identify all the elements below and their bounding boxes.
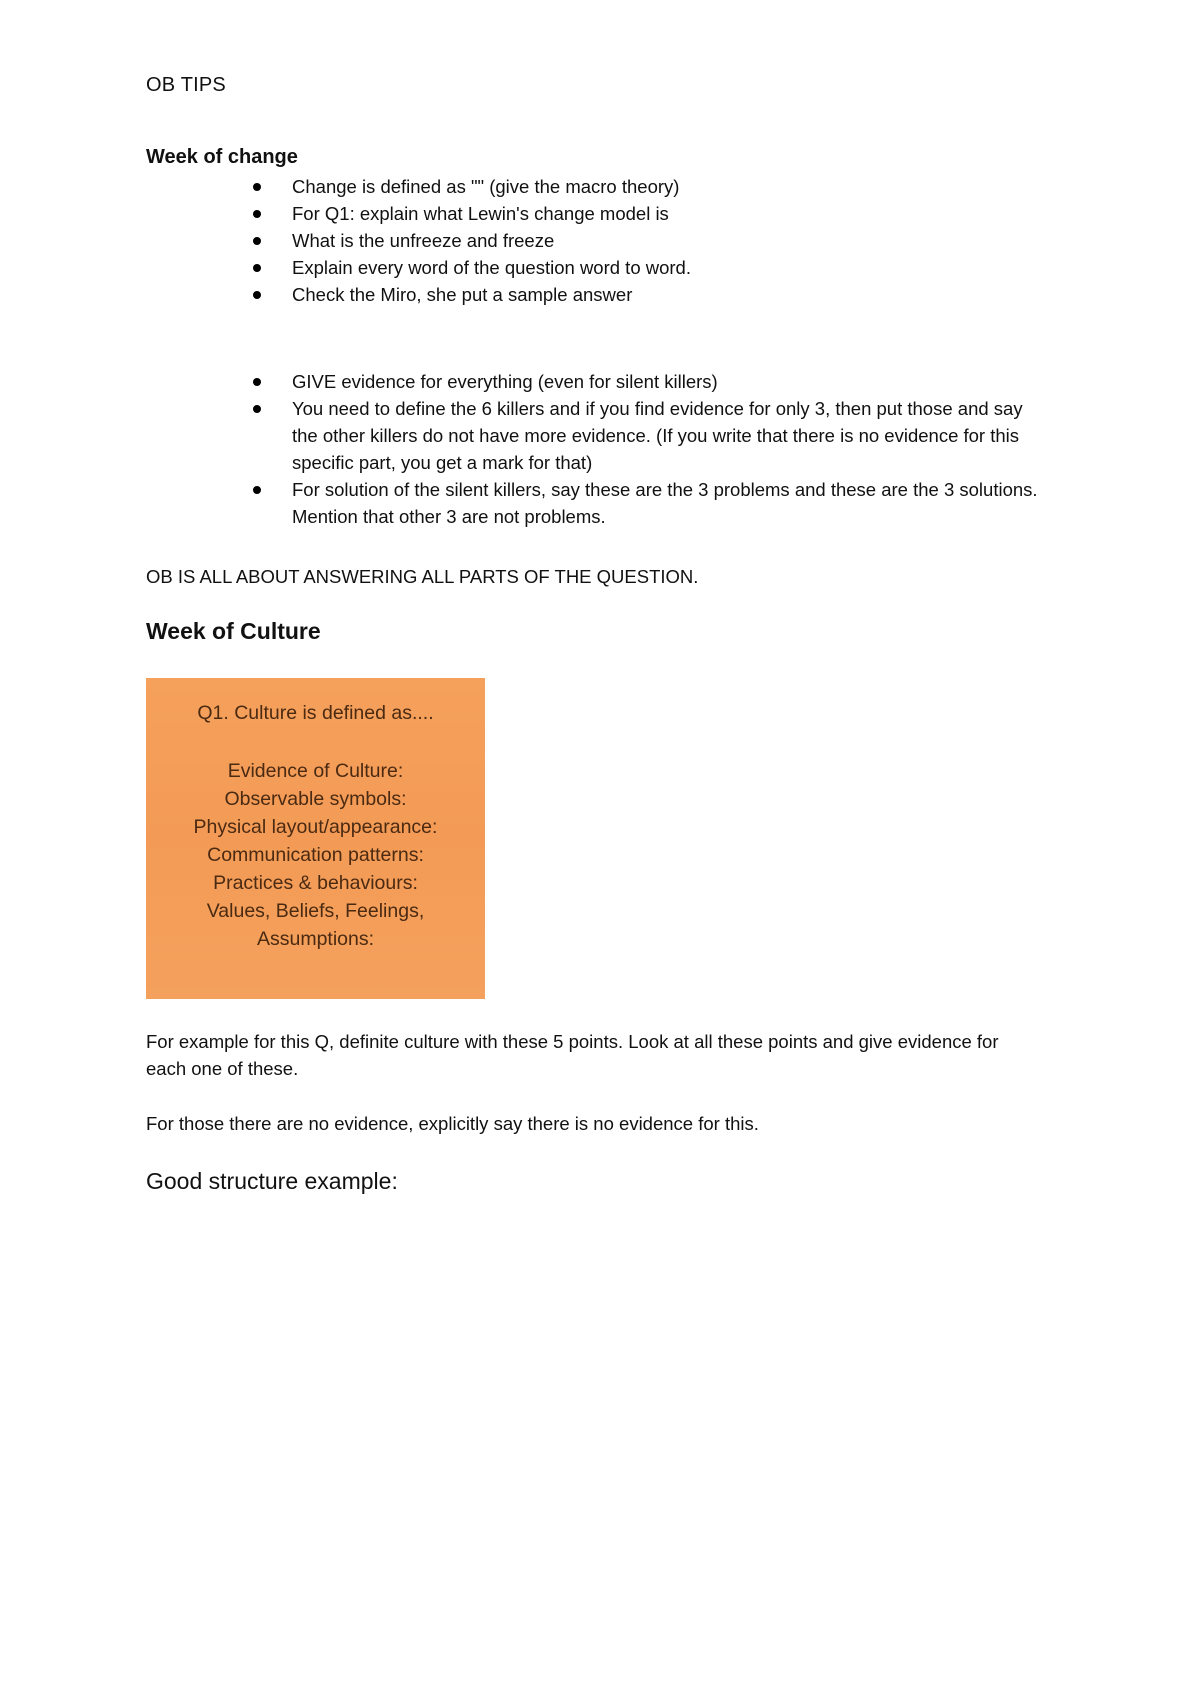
bullet-icon bbox=[253, 486, 261, 494]
bullet-icon bbox=[253, 405, 261, 413]
list-item: What is the unfreeze and freeze bbox=[0, 227, 1200, 254]
document-title: OB TIPS bbox=[146, 74, 226, 96]
bullet-icon bbox=[253, 237, 261, 245]
bullet-icon bbox=[253, 264, 261, 272]
culture-sample-image bbox=[146, 678, 485, 999]
list-item: Change is defined as "" (give the macro theory) bbox=[0, 173, 1200, 200]
list-item: You need to define the 6 killers and if you find evidence for only 3, then put those and say the other killers do not have more evidence. (If you write that there is no evidence for this specific part, you get a mark for that) bbox=[0, 395, 1200, 476]
culture-evidence-list bbox=[146, 757, 485, 953]
heading-week-of-culture: Week of Culture bbox=[146, 618, 321, 644]
culture-paragraph-1: For example for this Q, definite culture with these 5 points. Look at all these points and give evidence for each one of these. bbox=[146, 1031, 999, 1079]
culture-item: Assumptions: bbox=[256, 928, 375, 950]
culture-question: Q1. Culture is defined as.... bbox=[197, 702, 434, 724]
list-item: Explain every word of the question word to word. bbox=[0, 254, 1200, 281]
culture-item: Practices & behaviours: bbox=[213, 872, 418, 894]
bullet-icon bbox=[253, 378, 261, 386]
change-note: OB IS ALL ABOUT ANSWERING ALL PARTS OF THE QUESTION. bbox=[146, 566, 699, 587]
culture-item: Evidence of Culture: bbox=[227, 760, 404, 782]
list-item: GIVE evidence for everything (even for silent killers) bbox=[0, 368, 1200, 395]
bullet-icon bbox=[253, 210, 261, 218]
change-bullet-list-1 bbox=[0, 173, 1200, 308]
heading-good-structure-example: Good structure example: bbox=[146, 1168, 398, 1194]
change-bullet-list-2 bbox=[0, 368, 1200, 530]
list-item: For Q1: explain what Lewin's change model is bbox=[0, 200, 1200, 227]
list-item: For solution of the silent killers, say these are the 3 problems and these are the 3 solutions. Mention that other 3 are not problems. bbox=[0, 476, 1200, 530]
culture-item: Observable symbols: bbox=[224, 788, 407, 810]
bullet-icon bbox=[253, 183, 261, 191]
culture-paragraph-2: For those there are no evidence, explicitly say there is no evidence for this. bbox=[146, 1113, 759, 1134]
bullet-icon bbox=[253, 291, 261, 299]
culture-item: Values, Beliefs, Feelings, bbox=[206, 900, 425, 922]
list-item: Check the Miro, she put a sample answer bbox=[0, 281, 1200, 308]
heading-week-of-change: Week of change bbox=[146, 146, 298, 168]
culture-item: Communication patterns: bbox=[207, 844, 424, 866]
culture-item: Physical layout/appearance: bbox=[193, 816, 438, 838]
